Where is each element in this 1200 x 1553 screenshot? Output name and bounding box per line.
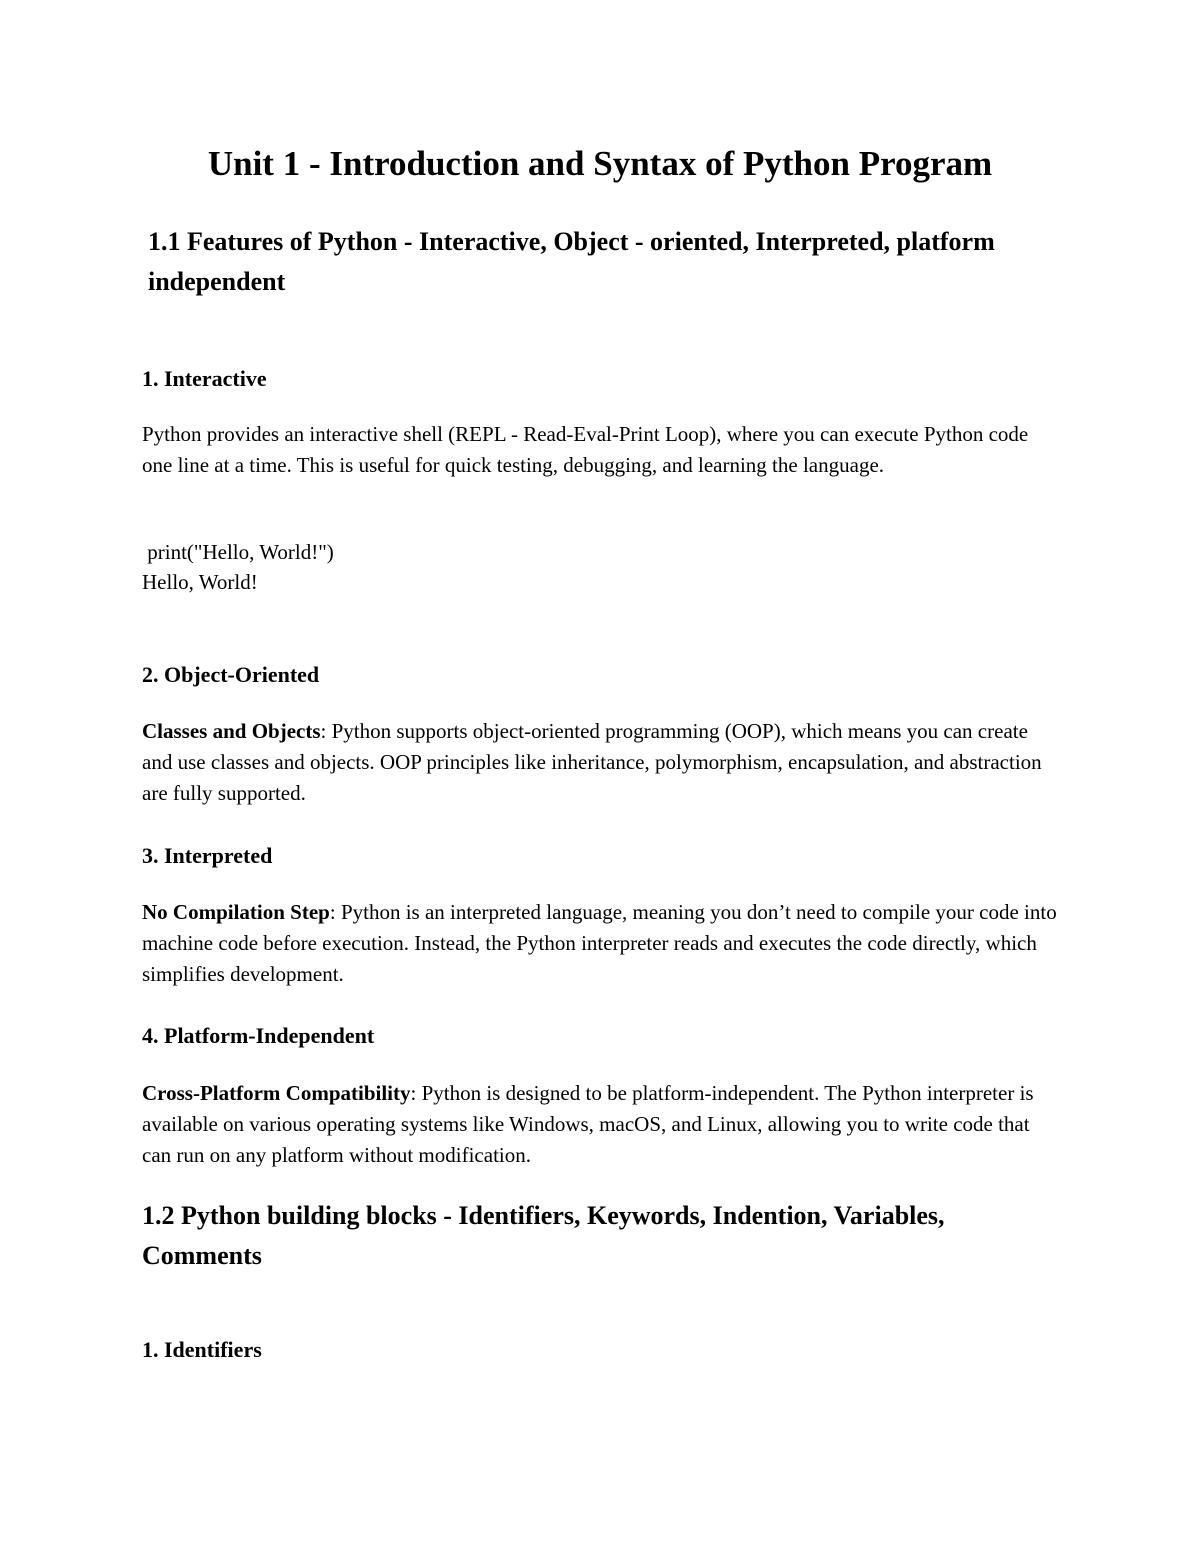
subheading-identifiers: 1. Identifiers [142, 1337, 262, 1362]
page-title: Unit 1 - Introduction and Syntax of Python Program [207, 144, 993, 183]
term-classes-and-objects: Classes and Objects [142, 719, 321, 743]
subheading-interactive: 1. Interactive [142, 366, 267, 391]
paragraph-interactive: Python provides an interactive shell (REPL - Read-Eval-Print Loop), where you can execute Python code one line at a time. This is useful for quick testing, debugging, and learning the language. [142, 422, 1029, 477]
paragraph-object-oriented-text: : Python supports object-oriented programming (OOP), which means you can create and use classes and objects. OOP principles like inheritance, polymorphism, encapsulation, and abstraction are fully supported. [142, 719, 1042, 805]
subheading-object-oriented: 2. Object-Oriented [142, 662, 320, 687]
paragraph-platform-independent [142, 1078, 1062, 1171]
paragraph-object-oriented [142, 716, 1062, 809]
code-line-print: print("Hello, World!") [142, 540, 334, 564]
subheading-interpreted: 3. Interpreted [142, 843, 273, 868]
term-cross-platform-compatibility: Cross-Platform Compatibility [142, 1081, 411, 1105]
code-example [142, 537, 334, 597]
subheading-platform-independent: 4. Platform-Independent [142, 1023, 375, 1048]
term-no-compilation-step: No Compilation Step [142, 900, 330, 924]
section-heading-1-1: 1.1 Features of Python - Interactive, Object - oriented, Interpreted, platform independent [148, 227, 995, 296]
section-heading-1-2: 1.2 Python building blocks - Identifiers, Keywords, Indention, Variables, Comments [142, 1201, 945, 1270]
paragraph-interpreted [142, 897, 1062, 990]
paragraph-platform-independent-text: : Python is designed to be platform-independent. The Python interpreter is available on various operating systems like Windows, macOS, and Linux, allowing you to write code that can run on any platform without modification. [142, 1081, 1034, 1167]
paragraph-interpreted-text: : Python is an interpreted language, meaning you don’t need to compile your code into machine code before execution. Instead, the Python interpreter reads and executes the code directly, which simplifies development. [142, 900, 1057, 986]
code-line-output: Hello, World! [142, 570, 258, 594]
